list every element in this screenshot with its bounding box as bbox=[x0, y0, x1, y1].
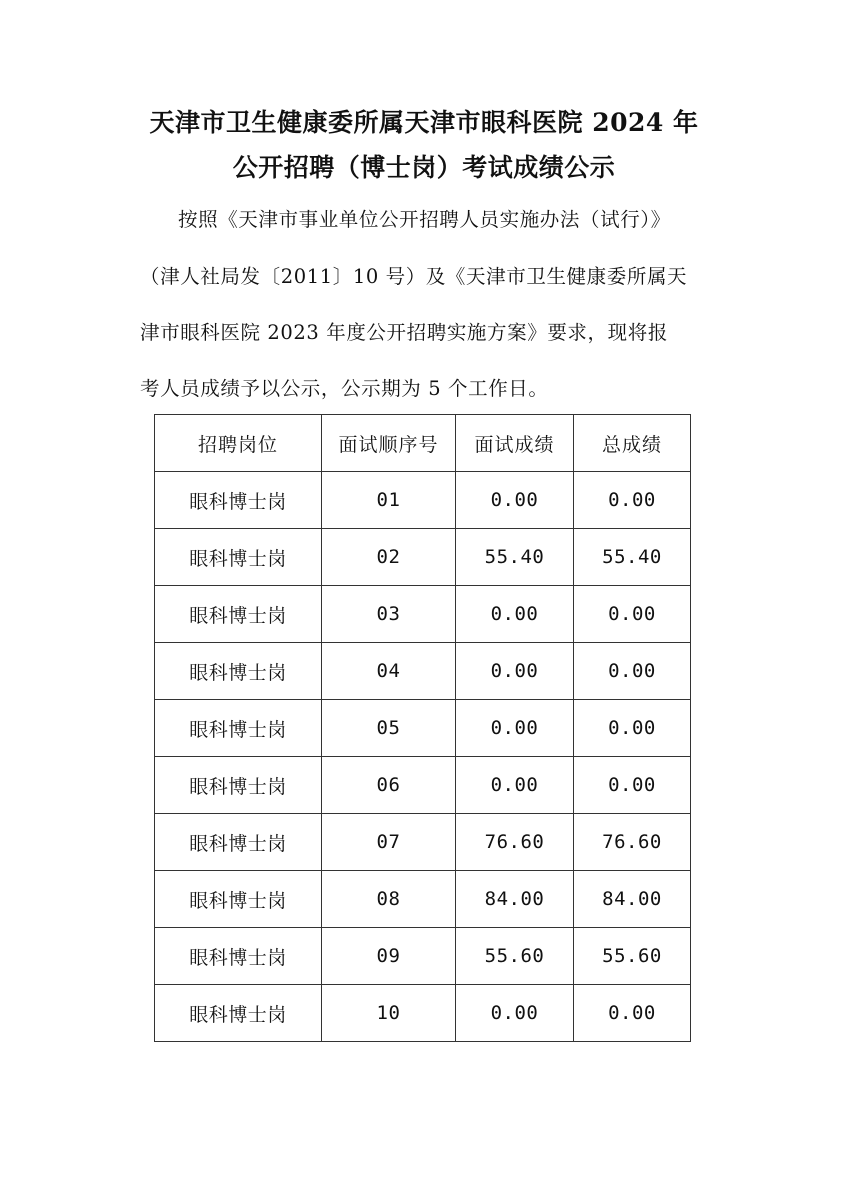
cell-interview-score: 0.00 bbox=[456, 700, 574, 757]
cell-order: 06 bbox=[322, 757, 456, 814]
cell-interview-score: 0.00 bbox=[456, 643, 574, 700]
cell-total-score: 0.00 bbox=[574, 700, 691, 757]
cell-order: 01 bbox=[322, 472, 456, 529]
table-row bbox=[155, 928, 691, 985]
cell-total-score: 0.00 bbox=[574, 586, 691, 643]
cell-order: 05 bbox=[322, 700, 456, 757]
header-interview-order: 面试顺序号 bbox=[322, 415, 456, 472]
cell-position: 眼科博士岗 bbox=[155, 757, 322, 814]
header-interview-score: 面试成绩 bbox=[456, 415, 574, 472]
table-header-row bbox=[155, 415, 691, 472]
cell-total-score: 0.00 bbox=[574, 985, 691, 1042]
cell-interview-score: 0.00 bbox=[456, 985, 574, 1042]
cell-position: 眼科博士岗 bbox=[155, 928, 322, 985]
cell-total-score: 76.60 bbox=[574, 814, 691, 871]
cell-interview-score: 0.00 bbox=[456, 757, 574, 814]
cell-position: 眼科博士岗 bbox=[155, 529, 322, 586]
header-total-score: 总成绩 bbox=[574, 415, 691, 472]
table-row bbox=[155, 643, 691, 700]
cell-interview-score: 84.00 bbox=[456, 871, 574, 928]
table-row bbox=[155, 529, 691, 586]
cell-interview-score: 0.00 bbox=[456, 586, 574, 643]
cell-position: 眼科博士岗 bbox=[155, 871, 322, 928]
cell-order: 04 bbox=[322, 643, 456, 700]
table-row bbox=[155, 586, 691, 643]
cell-total-score: 0.00 bbox=[574, 472, 691, 529]
paragraph-line-4: 考人员成绩予以公示，公示期为 5 个工作日。 bbox=[140, 377, 549, 400]
cell-total-score: 55.60 bbox=[574, 928, 691, 985]
table-row bbox=[155, 985, 691, 1042]
cell-total-score: 0.00 bbox=[574, 643, 691, 700]
cell-position: 眼科博士岗 bbox=[155, 700, 322, 757]
table-row bbox=[155, 871, 691, 928]
table-row bbox=[155, 700, 691, 757]
paragraph-line-1: 按照《天津市事业单位公开招聘人员实施办法（试行）》 bbox=[178, 208, 671, 231]
cell-total-score: 84.00 bbox=[574, 871, 691, 928]
cell-total-score: 55.40 bbox=[574, 529, 691, 586]
document-title-line-1: 天津市卫生健康委所属天津市眼科医院 2024 年 bbox=[149, 108, 699, 137]
paragraph-line-3: 津市眼科医院 2023 年度公开招聘实施方案》要求，现将报 bbox=[140, 321, 668, 344]
table-row bbox=[155, 814, 691, 871]
cell-total-score: 0.00 bbox=[574, 757, 691, 814]
cell-position: 眼科博士岗 bbox=[155, 814, 322, 871]
table-row bbox=[155, 472, 691, 529]
cell-order: 07 bbox=[322, 814, 456, 871]
cell-position: 眼科博士岗 bbox=[155, 643, 322, 700]
cell-position: 眼科博士岗 bbox=[155, 985, 322, 1042]
cell-interview-score: 0.00 bbox=[456, 472, 574, 529]
cell-order: 09 bbox=[322, 928, 456, 985]
cell-position: 眼科博士岗 bbox=[155, 586, 322, 643]
cell-order: 03 bbox=[322, 586, 456, 643]
cell-order: 10 bbox=[322, 985, 456, 1042]
cell-order: 02 bbox=[322, 529, 456, 586]
cell-interview-score: 55.60 bbox=[456, 928, 574, 985]
table-row bbox=[155, 757, 691, 814]
paragraph-line-2: （津人社局发〔2011〕10 号）及《天津市卫生健康委所属天 bbox=[140, 265, 688, 288]
header-position: 招聘岗位 bbox=[155, 415, 322, 472]
cell-interview-score: 55.40 bbox=[456, 529, 574, 586]
cell-order: 08 bbox=[322, 871, 456, 928]
cell-position: 眼科博士岗 bbox=[155, 472, 322, 529]
score-table bbox=[154, 414, 691, 1042]
document-title-line-2: 公开招聘（博士岗）考试成绩公示 bbox=[232, 153, 616, 182]
cell-interview-score: 76.60 bbox=[456, 814, 574, 871]
